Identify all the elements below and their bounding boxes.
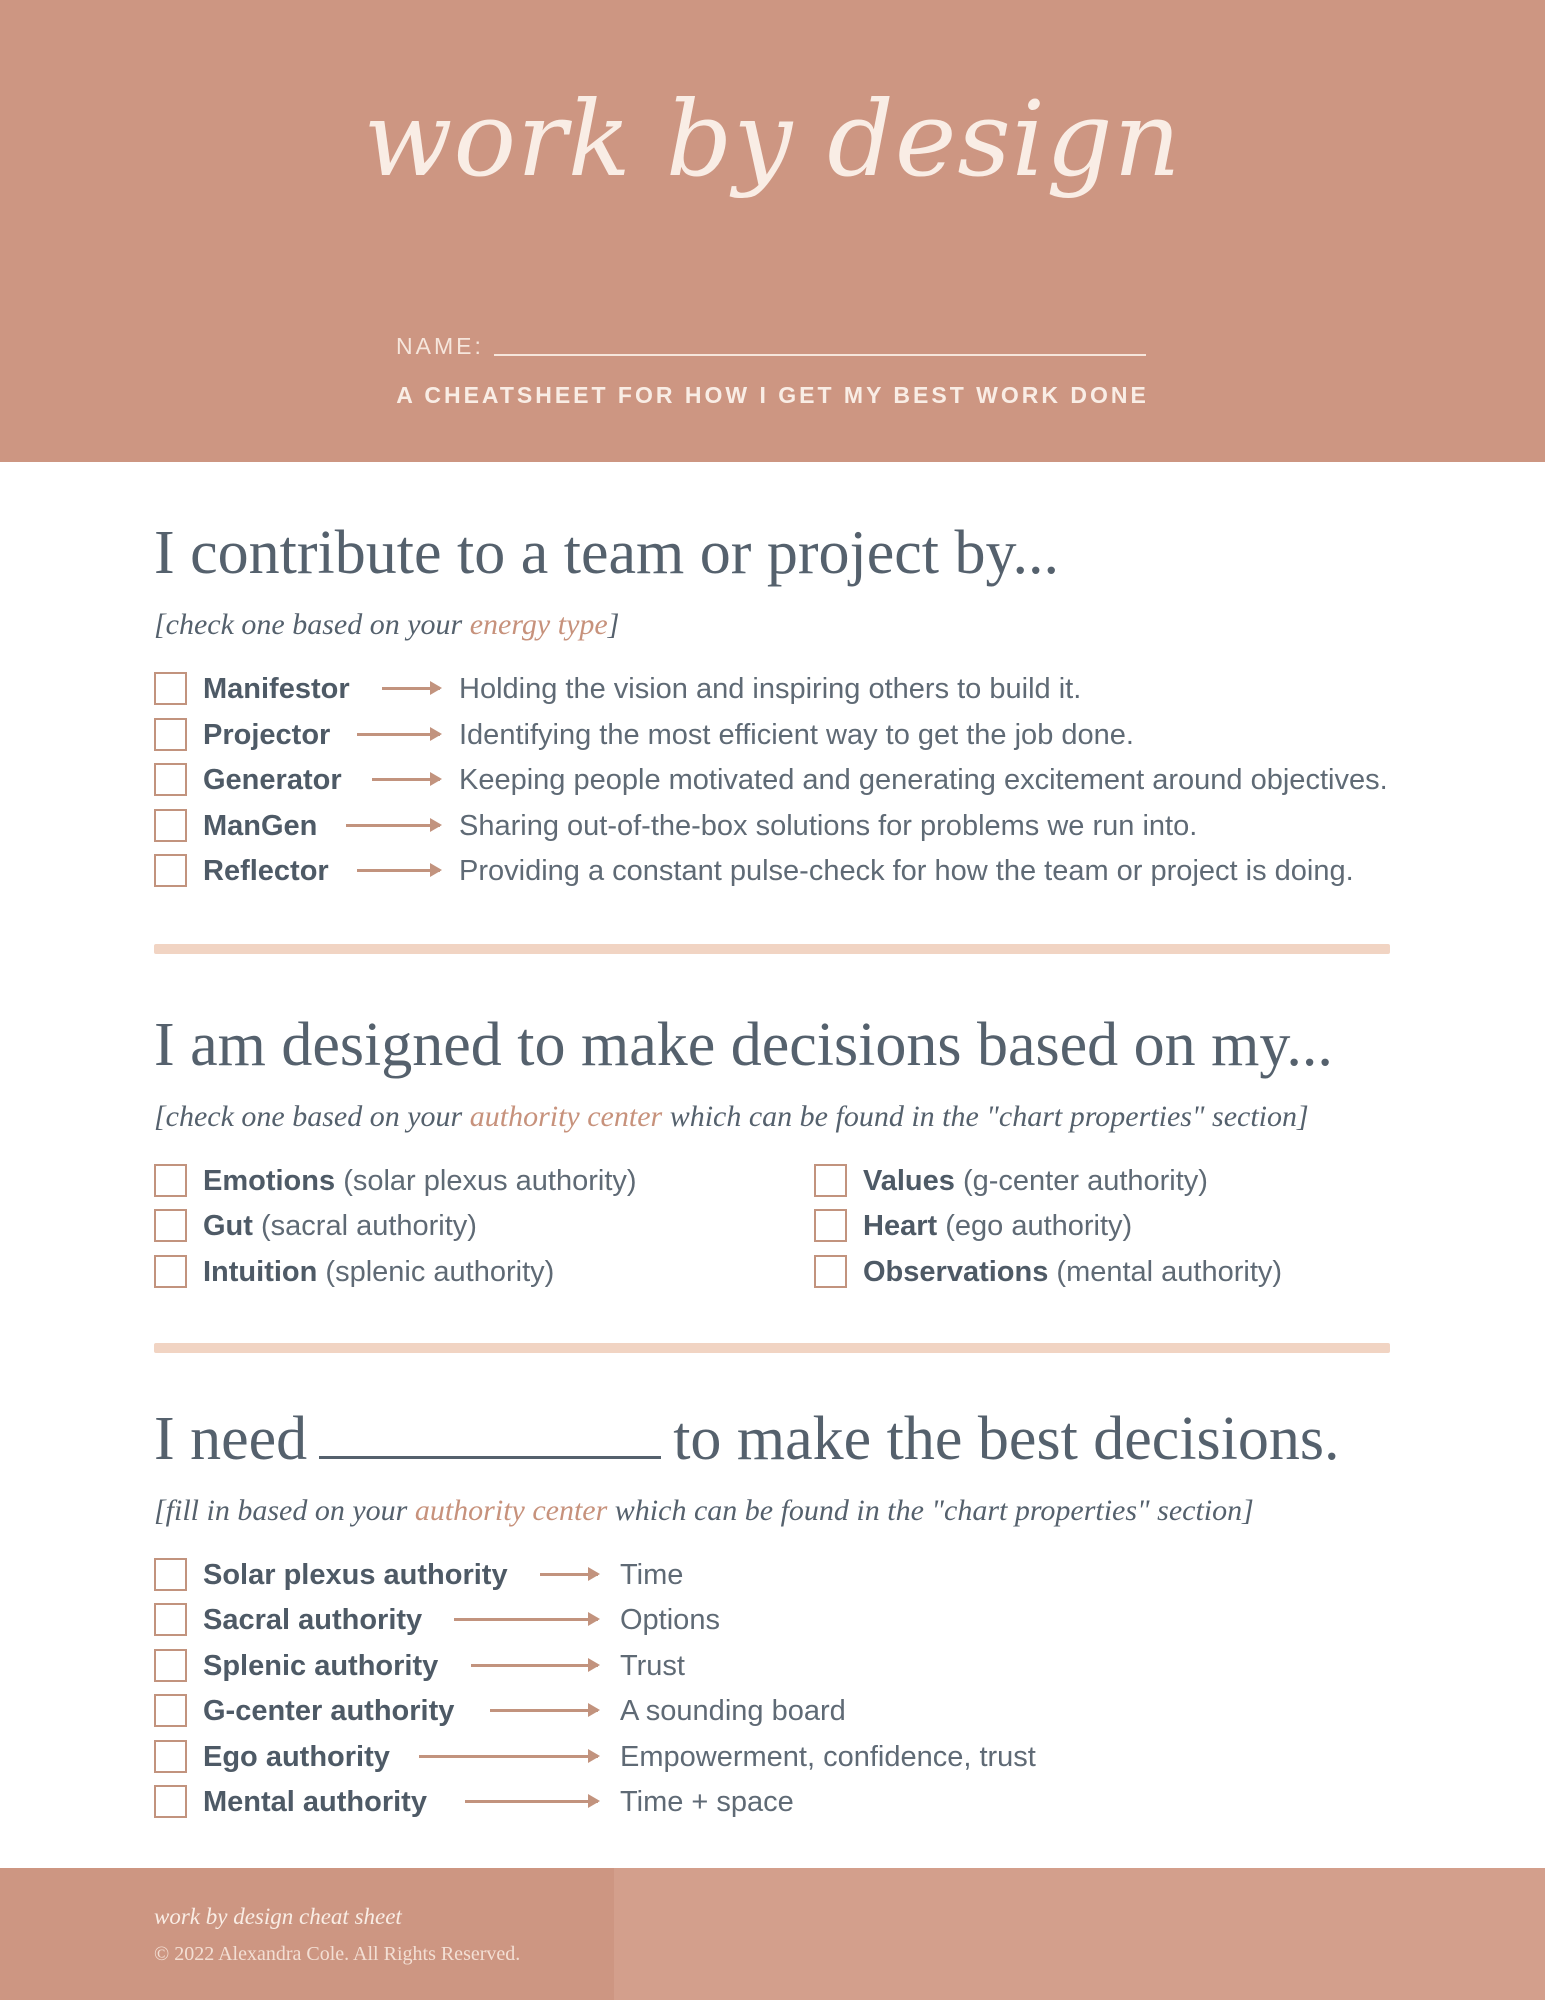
section1-heading: I contribute to a team or project by... — [154, 519, 1059, 587]
need-label: Splenic authority — [203, 1650, 439, 1682]
need-label: G-center authority — [203, 1695, 455, 1727]
arrow-right-icon — [382, 687, 440, 690]
checkbox-reflector[interactable] — [154, 854, 187, 887]
section2-heading: I am designed to make decisions based on my... — [154, 1011, 1333, 1079]
need-desc: Time — [620, 1559, 684, 1591]
authority-name: Gut — [203, 1210, 253, 1242]
section3-heading-pre: I need — [154, 1405, 308, 1473]
fill-in-blank[interactable] — [319, 1411, 661, 1459]
need-desc: A sounding board — [620, 1695, 846, 1727]
footer-banner — [0, 1868, 1545, 2000]
section1-note — [154, 608, 619, 642]
checkbox-observations[interactable] — [814, 1255, 847, 1288]
authority-paren: (g-center authority) — [962, 1165, 1208, 1197]
arrow-right-icon — [357, 869, 440, 872]
checkbox-values[interactable] — [814, 1164, 847, 1197]
checkbox-intuition[interactable] — [154, 1255, 187, 1288]
checkbox-solar-plexus[interactable] — [154, 1558, 187, 1591]
section1-note-post: ] — [607, 608, 620, 641]
energy-type-label: Manifestor — [203, 673, 350, 705]
need-label: Solar plexus authority — [203, 1559, 508, 1591]
checkbox-g-center[interactable] — [154, 1694, 187, 1727]
header-banner — [0, 0, 1545, 462]
arrow-right-icon — [419, 1755, 598, 1758]
need-desc: Trust — [620, 1650, 685, 1682]
section3-heading — [154, 1404, 1340, 1475]
section3-note-accent: authority center — [414, 1494, 608, 1527]
need-desc: Time + space — [620, 1786, 794, 1818]
authority-label — [203, 1253, 554, 1291]
section2-note-pre: [check one based on your — [154, 1100, 470, 1133]
checkbox-gut[interactable] — [154, 1209, 187, 1242]
authority-paren: (sacral authority) — [261, 1210, 477, 1242]
energy-type-label: Projector — [203, 719, 331, 751]
authority-label — [863, 1207, 1132, 1245]
section3-note-pre: [fill in based on your — [154, 1494, 415, 1527]
authority-name: Emotions — [203, 1165, 336, 1197]
authority-paren: (splenic authority) — [325, 1256, 555, 1288]
section1-note-accent: energy type — [469, 608, 608, 641]
arrow-right-icon — [454, 1618, 598, 1621]
energy-type-desc: Providing a constant pulse-check for how the team or project is doing. — [459, 855, 1354, 887]
authority-label — [863, 1253, 1282, 1291]
energy-type-label: ManGen — [203, 810, 318, 842]
checkbox-projector[interactable] — [154, 718, 187, 751]
section3-note — [154, 1494, 1254, 1528]
arrow-right-icon — [357, 733, 440, 736]
energy-type-desc: Holding the vision and inspiring others to build it. — [459, 673, 1082, 705]
need-desc: Empowerment, confidence, trust — [620, 1741, 1036, 1773]
checkbox-emotions[interactable] — [154, 1164, 187, 1197]
authority-label — [203, 1207, 477, 1245]
arrow-right-icon — [540, 1573, 598, 1576]
arrow-right-icon — [465, 1800, 598, 1803]
energy-type-desc: Identifying the most efficient way to get the job done. — [459, 719, 1134, 751]
authority-paren: (mental authority) — [1056, 1256, 1283, 1288]
authority-name: Values — [863, 1165, 955, 1197]
section3-heading-post: to make the best decisions. — [673, 1405, 1340, 1473]
section2-note-post: which can be found in the "chart properties" section] — [662, 1100, 1309, 1133]
authority-paren: (ego authority) — [945, 1210, 1133, 1242]
energy-type-desc: Sharing out-of-the-box solutions for problems we run into. — [459, 810, 1198, 842]
authority-label — [863, 1162, 1208, 1200]
energy-type-desc: Keeping people motivated and generating excitement around objectives. — [459, 764, 1388, 796]
need-desc: Options — [620, 1604, 720, 1636]
section-divider — [154, 944, 1390, 954]
footer-texture — [614, 1868, 1545, 2000]
page-title: work by design — [363, 78, 1182, 200]
checkbox-mangen[interactable] — [154, 809, 187, 842]
section3-note-post: which can be found in the "chart properties" section] — [607, 1494, 1254, 1527]
authority-label — [203, 1162, 637, 1200]
name-input-line[interactable] — [494, 354, 1146, 356]
checkbox-sacral[interactable] — [154, 1603, 187, 1636]
header-subtitle: A CHEATSHEET FOR HOW I GET MY BEST WORK DONE — [396, 382, 1149, 408]
arrow-right-icon — [471, 1664, 598, 1667]
checkbox-ego[interactable] — [154, 1740, 187, 1773]
section-divider — [154, 1343, 1390, 1353]
section2-note — [154, 1100, 1309, 1134]
need-label: Sacral authority — [203, 1604, 423, 1636]
checkbox-generator[interactable] — [154, 763, 187, 796]
arrow-right-icon — [346, 824, 440, 827]
footer-copyright: © 2022 Alexandra Cole. All Rights Reserved. — [154, 1943, 521, 1965]
checkbox-mental[interactable] — [154, 1785, 187, 1818]
checkbox-splenic[interactable] — [154, 1649, 187, 1682]
checkbox-manifestor[interactable] — [154, 672, 187, 705]
need-label: Ego authority — [203, 1741, 390, 1773]
footer-title: work by design cheat sheet — [154, 1904, 402, 1929]
authority-name: Observations — [863, 1256, 1049, 1288]
name-field-row — [396, 333, 1148, 363]
arrow-right-icon — [372, 778, 440, 781]
checkbox-heart[interactable] — [814, 1209, 847, 1242]
need-label: Mental authority — [203, 1786, 427, 1818]
name-label: NAME: — [396, 333, 484, 359]
authority-name: Heart — [863, 1210, 938, 1242]
section2-note-accent: authority center — [469, 1100, 663, 1133]
section1-note-pre: [check one based on your — [154, 608, 470, 641]
authority-paren: (solar plexus authority) — [343, 1165, 637, 1197]
arrow-right-icon — [490, 1709, 598, 1712]
energy-type-label: Generator — [203, 764, 342, 796]
authority-name: Intuition — [203, 1256, 318, 1288]
energy-type-label: Reflector — [203, 855, 329, 887]
